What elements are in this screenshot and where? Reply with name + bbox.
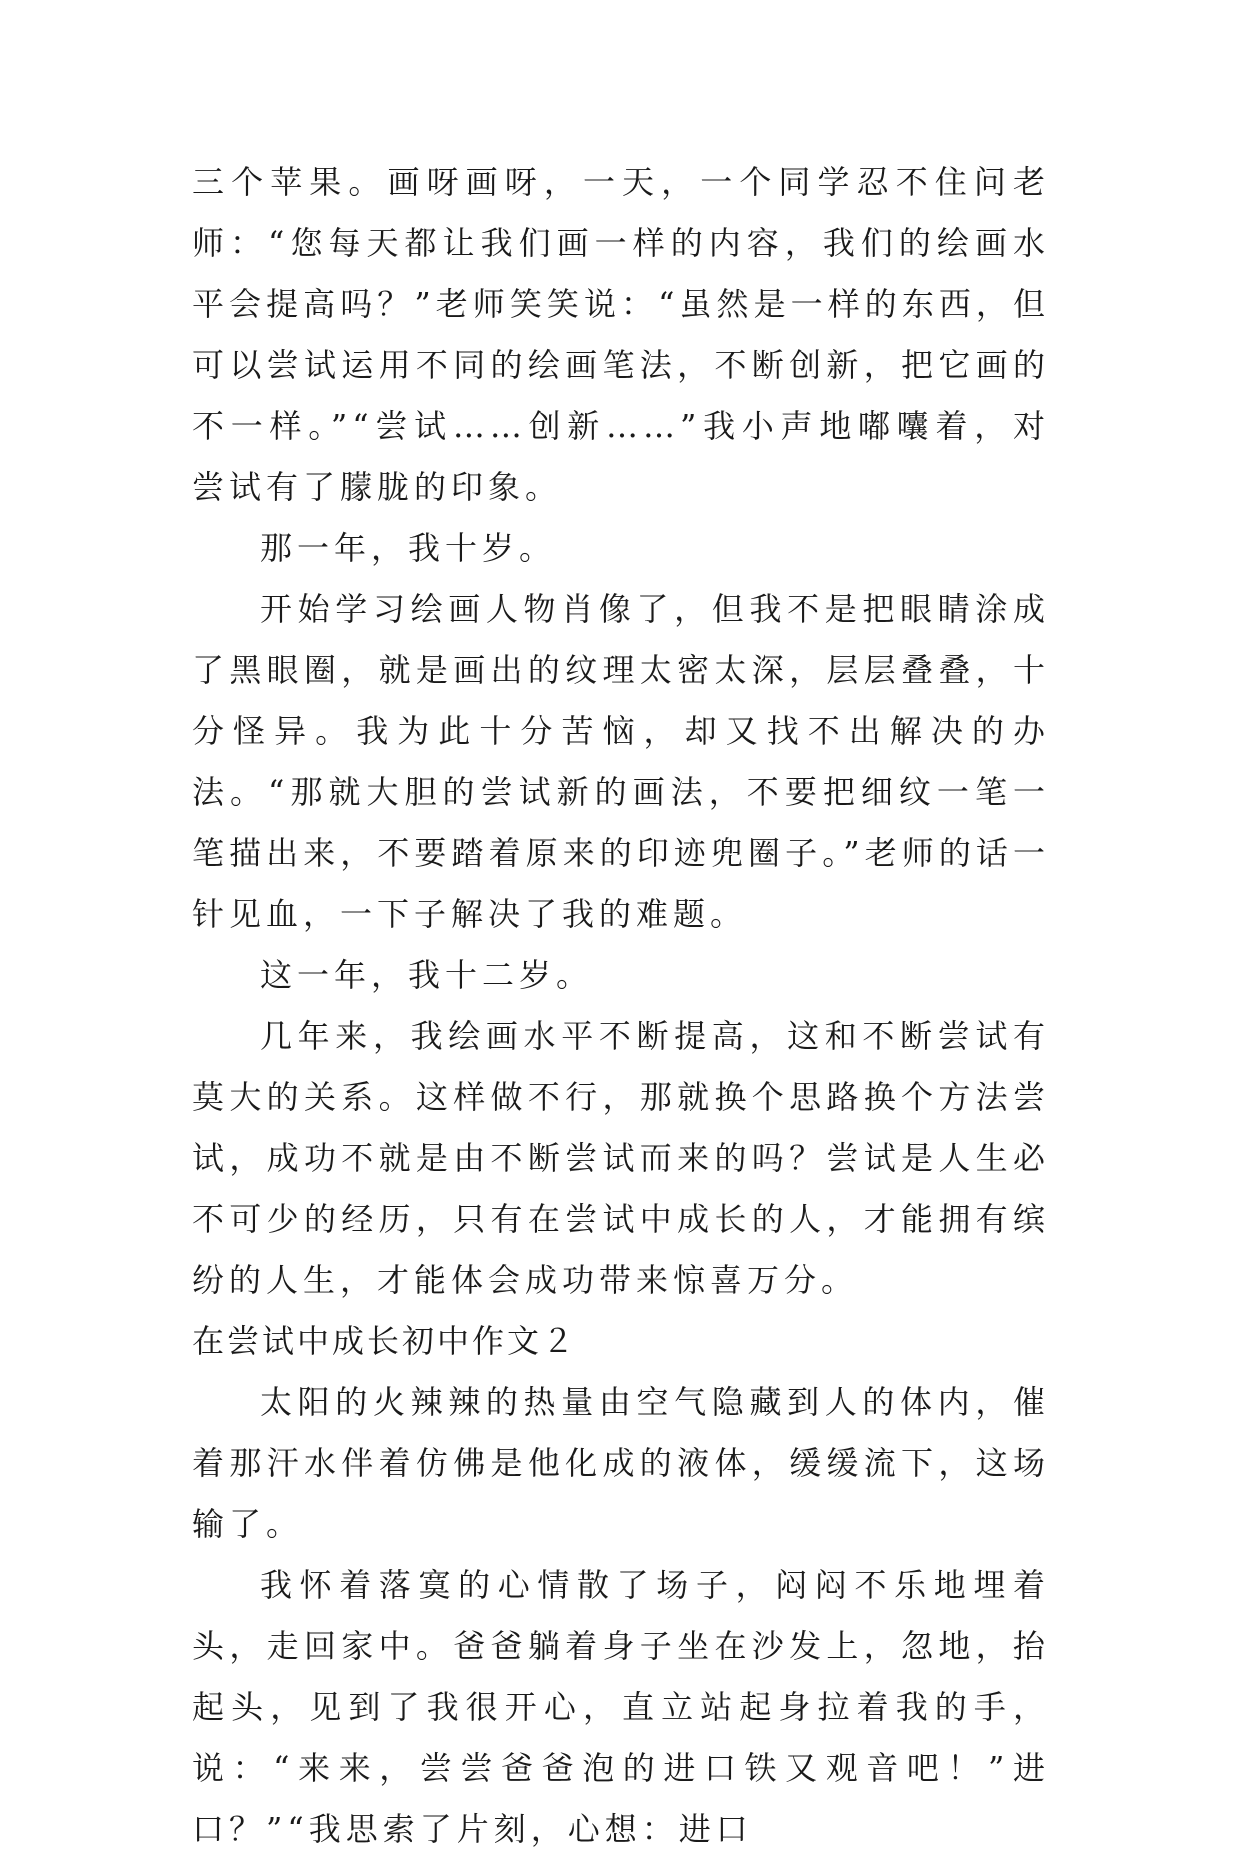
section-heading: 在尝试中成长初中作文２ (192, 1322, 578, 1360)
paragraph-6: 太阳的火辣辣的热量由空气隐藏到人的体内，催着那汗水伴着仿佛是他化成的液体，缓缓流下，这场输了。 (192, 1383, 1050, 1543)
paragraph-7: 我怀着落寞的心情散了场子，闷闷不乐地埋着头，走回家中。爸爸躺着身子坐在沙发上，忽地，抬起头，见到了我很开心，直立站起身拉着我的手，说：“来来，尝尝爸爸泡的进口铁又观音吧！”进口？”“我思索了片刻，心想：进口 (192, 1566, 1050, 1848)
article-body (192, 152, 1050, 1860)
paragraph-1: 三个苹果。画呀画呀，一天，一个同学忍不住问老师：“您每天都让我们画一样的内容，我们的绘画水平会提高吗？”老师笑笑说：“虽然是一样的东西，但可以尝试运用不同的绘画笔法，不断创新，把它画的不一样。”“尝试……创新……”我小声地嘟囔着，对尝试有了朦胧的印象。 (192, 163, 1050, 506)
paragraph-5: 几年来，我绘画水平不断提高，这和不断尝试有莫大的关系。这样做不行，那就换个思路换个方法尝试，成功不就是由不断尝试而来的吗？尝试是人生必不可少的经历，只有在尝试中成长的人，才能拥有缤纷的人生，才能体会成功带来惊喜万分。 (192, 1017, 1050, 1299)
paragraph-2: 那一年，我十岁。 (260, 529, 557, 567)
paragraph-3: 开始学习绘画人物肖像了，但我不是把眼睛涂成了黑眼圈，就是画出的纹理太密太深，层层叠叠，十分怪异。我为此十分苦恼，却又找不出解决的办法。“那就大胆的尝试新的画法，不要把细纹一笔一笔描出来，不要踏着原来的印迹兜圈子。”老师的话一针见血，一下子解决了我的难题。 (192, 590, 1050, 933)
paragraph-4: 这一年，我十二岁。 (260, 956, 594, 994)
